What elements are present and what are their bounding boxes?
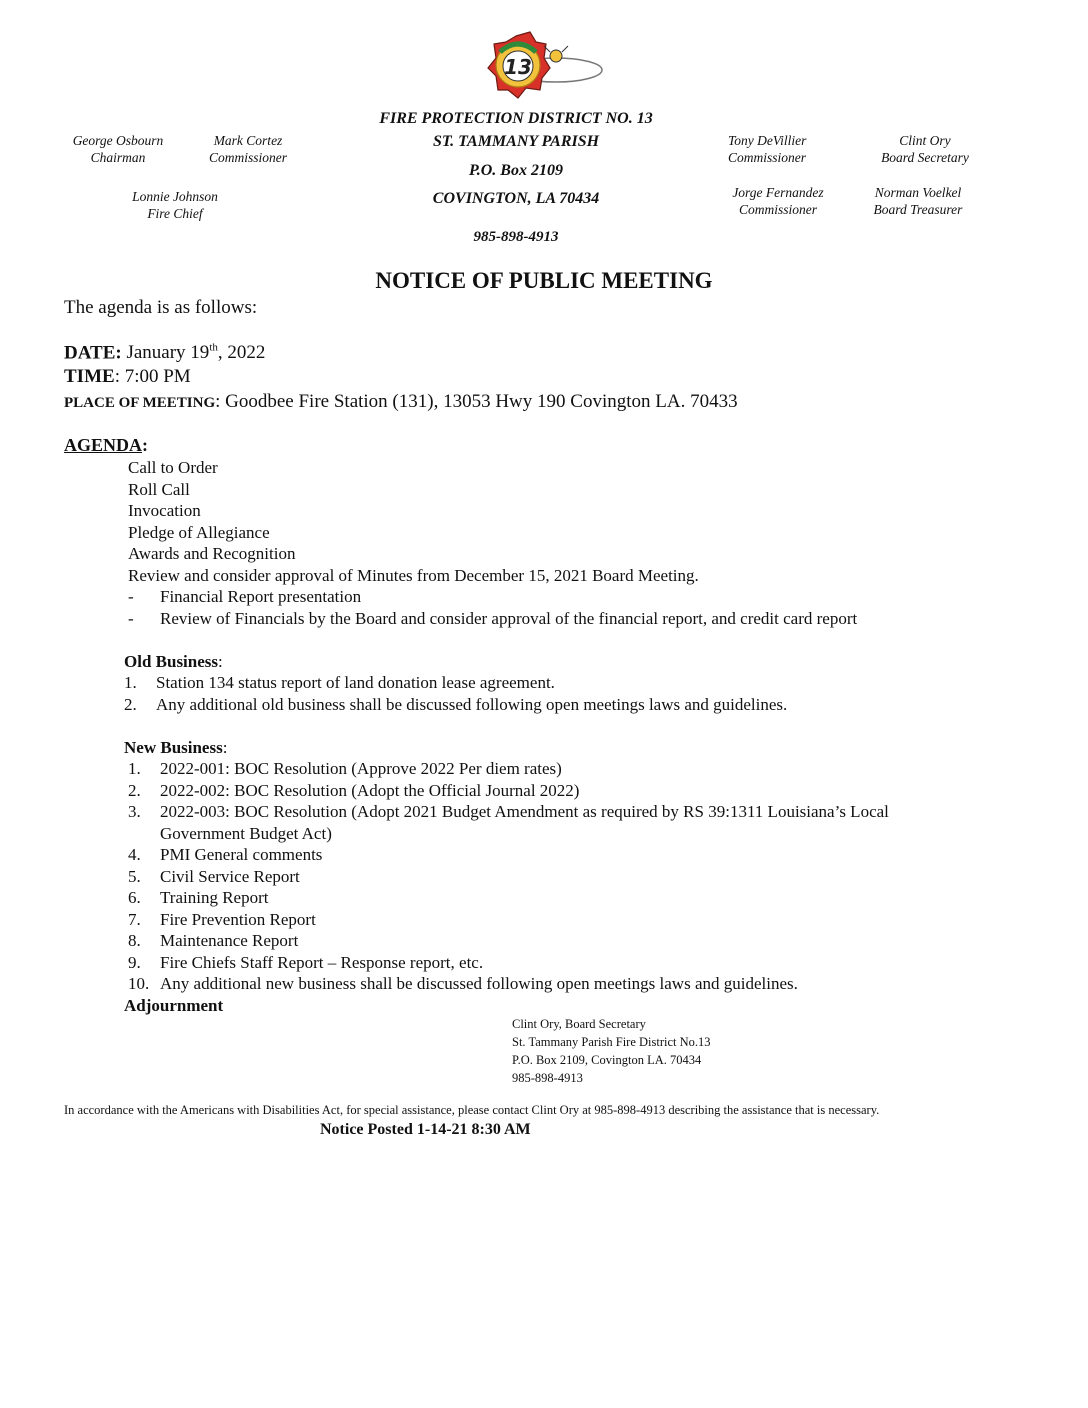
new-business-item: Fire Chiefs Staff Report – Response report, etc.: [160, 953, 484, 972]
new-business-item: Civil Service Report: [160, 867, 300, 886]
agenda-item: Call to Order: [128, 458, 218, 477]
official-name: Norman Voelkel: [874, 185, 962, 200]
new-business-item: Any additional new business shall be discussed following open meetings laws and guidelines.: [160, 974, 798, 993]
notice-title: NOTICE OF PUBLIC MEETING: [375, 268, 713, 293]
logo-number: 13: [504, 55, 532, 79]
new-business-heading: New Business:: [124, 738, 228, 757]
list-number: 2.: [128, 781, 141, 800]
city-address: COVINGTON, LA 70434: [432, 190, 600, 207]
official-role: Fire Chief: [147, 206, 203, 221]
time-label: TIME: [64, 366, 115, 387]
financial-bullet: Review of Financials by the Board and consider approval of the financial report, and credit card report: [160, 609, 858, 628]
official-board-secretary: [866, 132, 984, 166]
date-label: DATE:: [64, 342, 122, 364]
new-business-item: 2022-002: BOC Resolution (Adopt the Official Journal 2022): [160, 781, 580, 800]
adjournment: Adjournment: [124, 996, 224, 1015]
official-commissioner-2: [712, 132, 836, 166]
new-business-item: 2022-001: BOC Resolution (Approve 2022 Per diem rates): [160, 759, 562, 778]
agenda-item: Awards and Recognition: [128, 544, 296, 563]
signature-line: Clint Ory, Board Secretary: [512, 1017, 646, 1031]
meeting-date: [64, 342, 265, 364]
signature-line: P.O. Box 2109, Covington LA. 70434: [512, 1053, 702, 1067]
official-role: Commissioner: [738, 202, 817, 217]
list-number: 4.: [128, 845, 141, 864]
official-name: Mark Cortez: [213, 133, 283, 148]
official-fire-chief: [112, 188, 238, 222]
agenda-item: Review and consider approval of Minutes from December 15, 2021 Board Meeting.: [128, 566, 699, 585]
official-role: Commissioner: [728, 150, 807, 165]
meeting-time: [64, 366, 191, 388]
official-role: Board Treasurer: [873, 202, 963, 217]
po-box: P.O. Box 2109: [469, 162, 563, 179]
list-number: 2.: [124, 695, 137, 714]
official-commissioner-3: [716, 184, 840, 218]
agenda-heading: AGENDA:: [64, 435, 149, 455]
meeting-place: [64, 391, 738, 413]
new-business-item: PMI General comments: [160, 845, 323, 864]
official-board-treasurer: [858, 184, 978, 218]
list-number: 6.: [128, 888, 141, 907]
official-name: George Osbourn: [72, 133, 164, 148]
agenda-item: Pledge of Allegiance: [128, 523, 270, 542]
financial-bullet: Financial Report presentation: [160, 587, 362, 606]
signature-line: St. Tammany Parish Fire District No.13: [512, 1035, 711, 1049]
ada-notice: In accordance with the Americans with Disabilities Act, for special assistance, please contact Clint Ory at 985-898-4913 describing the assistance that is necessary.: [64, 1103, 880, 1117]
place-label: PLACE OF MEETING: [64, 395, 216, 411]
date-value: January 19th, 2022: [126, 342, 266, 364]
official-commissioner-1: [190, 132, 306, 166]
bullet-marker: -: [128, 609, 134, 628]
list-number: 1.: [124, 673, 137, 692]
official-name: Jorge Fernandez: [732, 185, 824, 200]
official-role: Chairman: [90, 150, 146, 165]
official-role: Board Secretary: [881, 150, 969, 165]
new-business-item: Training Report: [160, 888, 269, 907]
new-business-item: 2022-003: BOC Resolution (Adopt 2021 Budget Amendment as required by RS 39:1311 Louisiana’s Local: [160, 802, 889, 821]
agenda-item: Invocation: [128, 501, 201, 520]
agenda-item: Roll Call: [128, 480, 190, 499]
signature-line: 985-898-4913: [512, 1071, 583, 1085]
old-business-item: Any additional old business shall be discussed following open meetings laws and guidelines.: [156, 695, 788, 714]
official-name: Tony DeVillier: [728, 133, 807, 148]
official-chairman: [58, 132, 178, 166]
list-number: 10.: [128, 974, 150, 993]
bullet-marker: -: [128, 587, 134, 606]
old-business-item: Station 134 status report of land donation lease agreement.: [156, 673, 555, 692]
fire-district-logo: [486, 28, 606, 104]
official-name: Lonnie Johnson: [132, 189, 218, 204]
time-value: : 7:00 PM: [114, 366, 191, 387]
list-number: 3.: [128, 802, 141, 821]
place-value: : Goodbee Fire Station (131), 13053 Hwy 190 Covington LA. 70433: [215, 391, 738, 412]
new-business-item: Maintenance Report: [160, 931, 299, 950]
notice-posted: Notice Posted 1-14-21 8:30 AM: [320, 1121, 531, 1138]
list-number: 7.: [128, 910, 141, 929]
parish-name: ST. TAMMANY PARISH: [432, 133, 600, 150]
district-phone: 985-898-4913: [473, 229, 559, 245]
agenda-intro: The agenda is as follows:: [64, 297, 258, 318]
old-business-heading: Old Business:: [124, 652, 223, 671]
list-number: 1.: [128, 759, 141, 778]
official-name: Clint Ory: [899, 133, 951, 148]
district-name: FIRE PROTECTION DISTRICT NO. 13: [379, 110, 653, 127]
list-number: 5.: [128, 867, 141, 886]
new-business-item: Fire Prevention Report: [160, 910, 316, 929]
official-role: Commissioner: [208, 150, 287, 165]
new-business-item-continued: Government Budget Act): [160, 824, 332, 843]
list-number: 8.: [128, 931, 141, 950]
list-number: 9.: [128, 953, 141, 972]
signature-block: [512, 1015, 711, 1087]
